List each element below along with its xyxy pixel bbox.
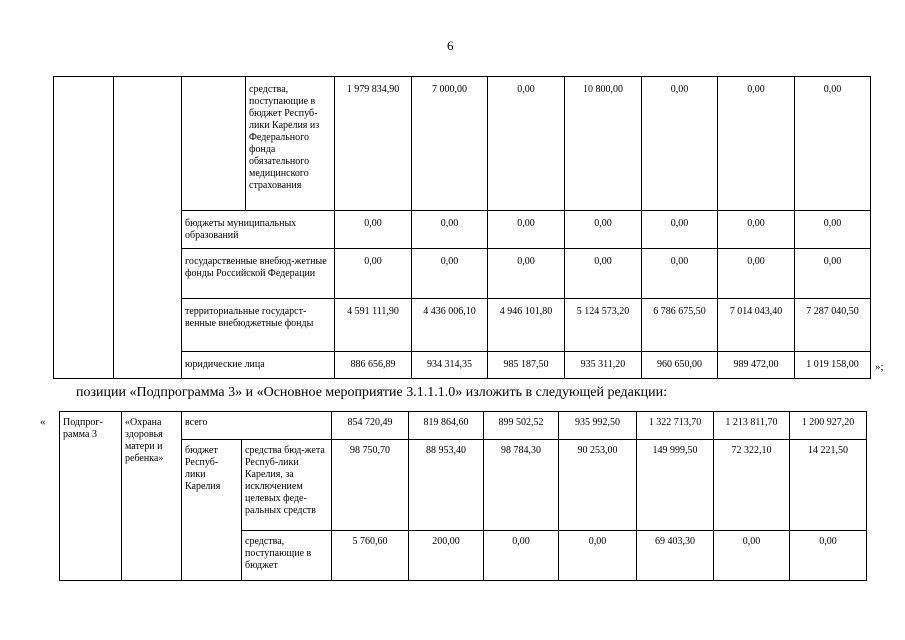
table-row — [54, 77, 871, 211]
value-cell: 0,00 — [559, 531, 637, 581]
value-cell: 0,00 — [795, 211, 871, 249]
value-cell: 5 760,60 — [332, 531, 409, 581]
value-cell: 960 650,00 — [642, 352, 718, 379]
value-cell: 14 221,50 — [790, 440, 867, 531]
value-cell: 1 019 158,00 — [795, 352, 871, 379]
value-cell: 69 403,30 — [637, 531, 714, 581]
table-row — [60, 440, 867, 531]
value-cell: 989 472,00 — [718, 352, 795, 379]
group-label: бюджет Респуб-лики Карелия — [182, 440, 242, 581]
value-cell: 0,00 — [642, 211, 718, 249]
value-cell: 90 253,00 — [559, 440, 637, 531]
value-cell: 0,00 — [718, 211, 795, 249]
subprogram-title-cell: «Охрана здоровья матери и ребенка» — [122, 412, 182, 581]
value-cell: 0,00 — [484, 531, 559, 581]
row-label: всего — [182, 412, 332, 440]
value-cell: 0,00 — [718, 249, 795, 299]
row-label: государственные внебюд-жетные фонды Российской Федерации — [182, 249, 335, 299]
table-cell — [114, 77, 182, 379]
closing-quote: »; — [875, 361, 884, 373]
value-cell: 7 000,00 — [412, 77, 488, 211]
value-cell: 10 800,00 — [565, 77, 642, 211]
value-cell: 935 992,50 — [559, 412, 637, 440]
table-row — [60, 412, 867, 440]
value-cell: 98 784,30 — [484, 440, 559, 531]
value-cell: 149 999,50 — [637, 440, 714, 531]
value-cell: 1 213 811,70 — [714, 412, 790, 440]
value-cell: 88 953,40 — [409, 440, 484, 531]
value-cell: 4 591 111,90 — [335, 299, 412, 352]
page-number: 6 — [447, 38, 454, 53]
subprogram-table — [59, 411, 867, 581]
value-cell: 72 322,10 — [714, 440, 790, 531]
value-cell: 0,00 — [790, 531, 867, 581]
value-cell: 0,00 — [565, 249, 642, 299]
value-cell: 0,00 — [412, 249, 488, 299]
value-cell: 4 946 101,80 — [488, 299, 565, 352]
value-cell: 5 124 573,20 — [565, 299, 642, 352]
value-cell: 98 750,70 — [332, 440, 409, 531]
funding-table-continued — [53, 76, 871, 379]
value-cell: 886 656,89 — [335, 352, 412, 379]
value-cell: 0,00 — [412, 211, 488, 249]
value-cell: 6 786 675,50 — [642, 299, 718, 352]
value-cell: 819 864,60 — [409, 412, 484, 440]
value-cell: 0,00 — [642, 77, 718, 211]
value-cell: 0,00 — [795, 77, 871, 211]
value-cell: 854 720,49 — [332, 412, 409, 440]
value-cell: 0,00 — [642, 249, 718, 299]
row-label: бюджеты муниципальных образований — [182, 211, 335, 249]
value-cell: 7 014 043,40 — [718, 299, 795, 352]
row-label: средства, поступающие в бюджет Респуб-лики Карелия из Федерального фонда обязательного медицинского страхования — [246, 77, 335, 211]
value-cell: 4 436 006,10 — [412, 299, 488, 352]
instruction-paragraph: позиции «Подпрограмма 3» и «Основное мероприятие 3.1.1.1.0» изложить в следующей редакции: — [76, 385, 667, 400]
value-cell: 935 311,20 — [565, 352, 642, 379]
table-cell — [182, 77, 246, 211]
value-cell: 0,00 — [565, 211, 642, 249]
value-cell: 0,00 — [718, 77, 795, 211]
opening-quote: « — [40, 416, 46, 428]
value-cell: 0,00 — [488, 249, 565, 299]
value-cell: 200,00 — [409, 531, 484, 581]
row-label: территориальные государст-венные внебюджетные фонды — [182, 299, 335, 352]
row-label: средства бюд-жета Респуб-лики Карелия, за исключением целевых феде-ральных средств — [242, 440, 332, 531]
value-cell: 1 322 713,70 — [637, 412, 714, 440]
value-cell: 0,00 — [488, 77, 565, 211]
row-label: средства, поступающие в бюджет — [242, 531, 332, 581]
table-cell — [54, 77, 114, 379]
value-cell: 899 502,52 — [484, 412, 559, 440]
value-cell: 0,00 — [795, 249, 871, 299]
value-cell: 7 287 040,50 — [795, 299, 871, 352]
value-cell: 0,00 — [335, 211, 412, 249]
row-label: юридические лица — [182, 352, 335, 379]
value-cell: 1 200 927,20 — [790, 412, 867, 440]
value-cell: 0,00 — [714, 531, 790, 581]
value-cell: 0,00 — [488, 211, 565, 249]
value-cell: 985 187,50 — [488, 352, 565, 379]
value-cell: 0,00 — [335, 249, 412, 299]
value-cell: 1 979 834,90 — [335, 77, 412, 211]
value-cell: 934 314,35 — [412, 352, 488, 379]
subprogram-cell: Подпрог-рамма 3 — [60, 412, 122, 581]
